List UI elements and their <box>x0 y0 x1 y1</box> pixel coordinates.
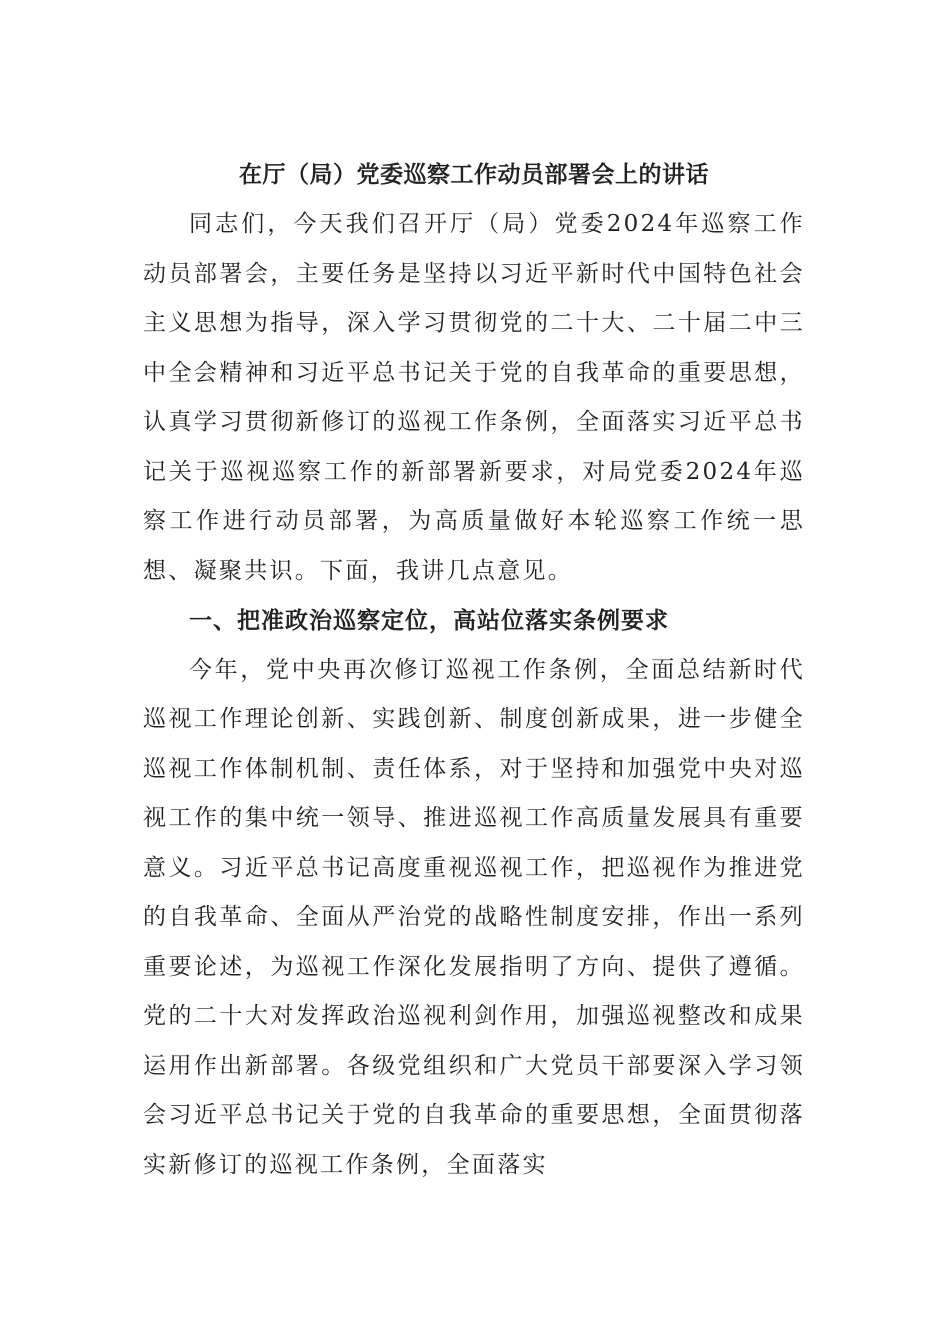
document-title: 在厅（局）党委巡察工作动员部署会上的讲话 <box>239 161 709 188</box>
section-1-paragraph: 今年，党中央再次修订巡视工作条例，全面总结新时代巡视工作理论创新、实践创新、制度创新成果，进一步健全巡视工作体制机制、责任体系，对于坚持和加强党中央对巡视工作的集中统一领导、推进巡视工作高质量发展具有重要意义。习近平总书记高度重视巡视工作，把巡视作为推进党的自我革命、全面从严治党的战略性制度安排，作出一系列重要论述，为巡视工作深化发展指明了方向、提供了遵循。党的二十大对发挥政治巡视利剑作用，加强巡视整改和成果运用作出新部署。各级党组织和广大党员干部要深入学习领会习近平总书记关于党的自我革命的重要思想，全面贯彻落实新修订的巡视工作条例，全面落实 <box>143 656 805 1178</box>
section-1-heading: 一、把准政治巡察定位，高站位落实条例要求 <box>189 607 669 634</box>
intro-paragraph: 同志们，今天我们召开厅（局）党委2024年巡察工作动员部署会，主要任务是坚持以习近平新时代中国特色社会主义思想为指导，深入学习贯彻党的二十大、二十届二中三中全会精神和习近平总书记关于党的自我革命的重要思想，认真学习贯彻新修订的巡视工作条例，全面落实习近平总书记关于巡视巡察工作的新部署新要求，对局党委2024年巡察工作进行动员部署，为高质量做好本轮巡察工作统一思想、凝聚共识。下面，我讲几点意见。 <box>143 211 805 584</box>
document-body <box>143 150 805 1190</box>
